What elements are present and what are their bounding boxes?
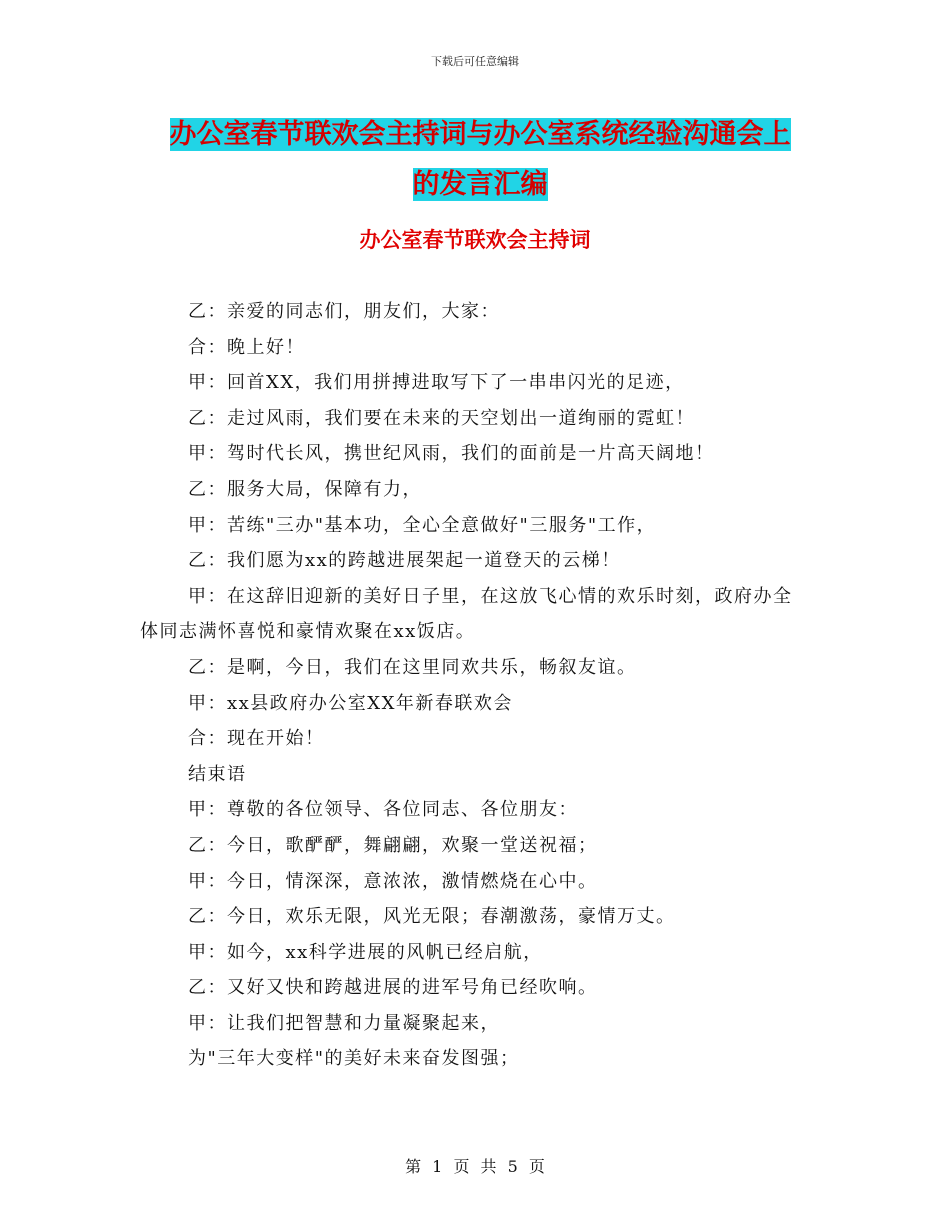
- paragraph: 乙：又好又快和跨越进展的进军号角已经吹响。: [188, 977, 598, 999]
- paragraph: 合：晚上好！: [188, 336, 305, 358]
- paragraph: 甲：在这辞旧迎新的美好日子里，在这放飞心情的欢乐时刻，政府办全体同志满怀喜悦和豪情欢聚在xx饭店。: [140, 585, 793, 643]
- document-title-line-2: 的发言汇编: [412, 169, 548, 200]
- page-footer: 第 1 页 共 5 页: [405, 1157, 545, 1176]
- paragraph: 甲：xx县政府办公室XX年新春联欢会: [188, 692, 513, 714]
- paragraph: 甲：让我们把智慧和力量凝聚起来，: [188, 1012, 500, 1034]
- paragraph: 乙：走过风雨，我们要在未来的天空划出一道绚丽的霓虹！: [188, 407, 695, 429]
- paragraph: 为"三年大变样"的美好未来奋发图强；: [188, 1048, 520, 1070]
- paragraph: 甲：回首XX，我们用拼搏进取写下了一串串闪光的足迹，: [188, 372, 685, 394]
- paragraph: 乙：亲爱的同志们，朋友们，大家：: [188, 301, 500, 322]
- paragraph-heading-closing: 结束语: [188, 763, 247, 785]
- header-note: 下载后可任意编辑: [431, 55, 519, 68]
- paragraph: 甲：苦练"三办"基本功，全心全意做好"三服务"工作，: [188, 514, 657, 536]
- paragraph: 乙：是啊，今日，我们在这里同欢共乐，畅叙友谊。: [188, 656, 637, 678]
- paragraph: 乙：我们愿为xx的跨越进展架起一道登天的云梯！: [188, 550, 621, 572]
- paragraph: 甲：驾时代长风，携世纪风雨，我们的面前是一片高天阔地！: [188, 443, 715, 465]
- paragraph: 甲：尊敬的各位领导、各位同志、各位朋友：: [188, 799, 578, 821]
- paragraph: 合：现在开始！: [188, 728, 325, 750]
- document-title-line-1: 办公室春节联欢会主持词与办公室系统经验沟通会上: [169, 119, 791, 150]
- paragraph: 甲：如今，xx科学进展的风帆已经启航，: [188, 941, 543, 963]
- paragraph: 乙：今日，欢乐无限，风光无限；春潮激荡，豪情万丈。: [188, 906, 676, 928]
- document-body: [140, 294, 808, 1077]
- document-title: [140, 110, 820, 210]
- paragraph: 乙：服务大局，保障有力，: [188, 478, 422, 500]
- paragraph: 甲：今日，情深深，意浓浓，激情燃烧在心中。: [188, 870, 598, 892]
- paragraph: 乙：今日，歌酽酽，舞翩翩，欢聚一堂送祝福；: [188, 834, 598, 856]
- section-title: 办公室春节联欢会主持词: [359, 227, 591, 252]
